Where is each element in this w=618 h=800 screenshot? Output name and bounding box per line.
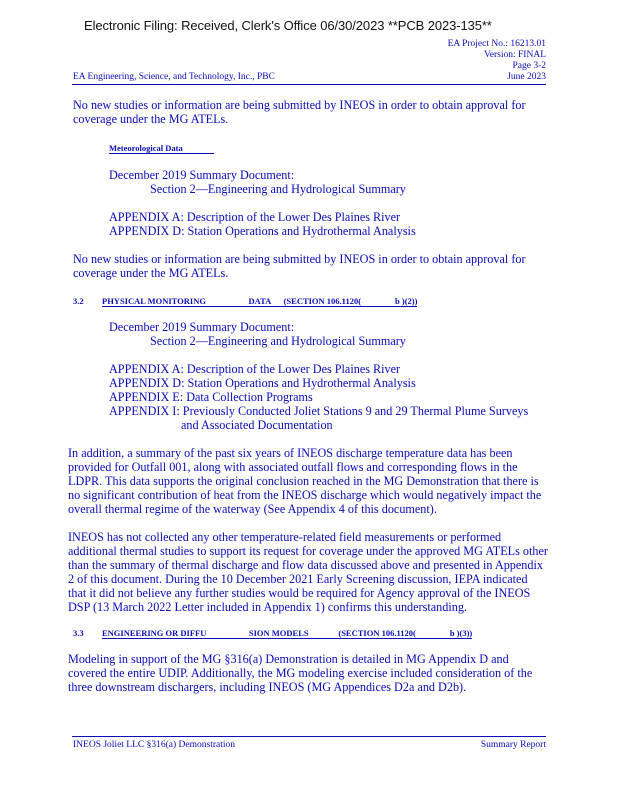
paragraph-field-measurements: INEOS has not collected any other temperature-related field measurements or performed additional thermal studies to support its request for coverage under the approved MG ATELs other than the summary of thermal discharge and flow data discussed above and presented in Appendix 2 of this document. During the 10 December 2021 Early Screening discussion, IEPA indicated that it did not believe any further studies would be required for Agency approval of the INEOS DSP (13 March 2022 Letter included in Appendix 1) confirms this understanding. [68,530,548,614]
page-number: Page 3-2 [512,61,546,71]
pm-section-2: Section 2—Engineering and Hydrological Summary [150,334,406,348]
pm-appendix-i: APPENDIX I: Previously Conducted Joliet Stations 9 and 29 Thermal Plume Surveys [109,404,529,418]
section-3-2-number: 3.2 [73,296,84,306]
met-appendix-d: APPENDIX D: Station Operations and Hydrothermal Analysis [109,224,416,238]
header-meta [448,39,546,72]
project-number: EA Project No.: 16213.01 [447,39,546,49]
paragraph-modeling: Modeling in support of the MG §316(a) Demonstration is detailed in MG Appendix D and covered the entire UDIP. Additionally, the MG modeling exercise included consideration of the three downstream dischargers, including INEOS (MG Appendices D2a and D2b). [68,652,533,694]
header-date: June 2023 [507,72,546,82]
section-3-3-title: ENGINEERING OR DIFFU SION MODELS (SECTION 106.1120( b )(3)) [102,628,473,638]
version: Version: FINAL [483,50,546,60]
company-name: EA Engineering, Science, and Technology, Inc., PBC [73,72,275,82]
section-3-3-number: 3.3 [73,628,84,638]
paragraph-intro: No new studies or information are being submitted by INEOS in order to obtain approval for coverage under the MG ATELs. [73,98,526,126]
pm-appendix-d: APPENDIX D: Station Operations and Hydrothermal Analysis [109,376,416,390]
header-rule [72,84,546,85]
footer-right: Summary Report [480,740,546,750]
pm-doc-title: December 2019 Summary Document: [109,320,295,334]
pm-appendix-e: APPENDIX E: Data Collection Programs [109,390,313,404]
meteorological-heading: Meteorological Data [109,143,214,154]
pm-appendix-a: APPENDIX A: Description of the Lower Des Plaines River [109,362,401,376]
paragraph-no-new-studies: No new studies or information are being submitted by INEOS in order to obtain approval for coverage under the MG ATELs. [73,252,526,280]
pm-appendix-i-cont: and Associated Documentation [181,418,333,432]
met-section-2: Section 2—Engineering and Hydrological Summary [150,182,406,196]
paragraph-temperature-summary: In addition, a summary of the past six years of INEOS discharge temperature data has been provided for Outfall 001, along with associated outfall flows and corresponding flows in the LDPR. This data supports the original conclusion reached in the MG Demonstration that there is no significant contribution of heat from the INEOS discharge which would negatively impact the overall thermal regime of the waterway (See Appendix 4 of this document). [68,446,542,516]
footer-left: INEOS Joliet LLC §316(a) Demonstration [73,740,236,750]
met-doc-title: December 2019 Summary Document: [109,168,295,182]
filing-stamp: Electronic Filing: Received, Clerk's Office 06/30/2023 **PCB 2023-135** [84,18,492,33]
footer-rule [72,736,546,737]
section-3-2-title: PHYSICAL MONITORING DATA (SECTION 106.1120( b )(2)) [102,296,418,306]
met-appendix-a: APPENDIX A: Description of the Lower Des Plaines River [109,210,401,224]
